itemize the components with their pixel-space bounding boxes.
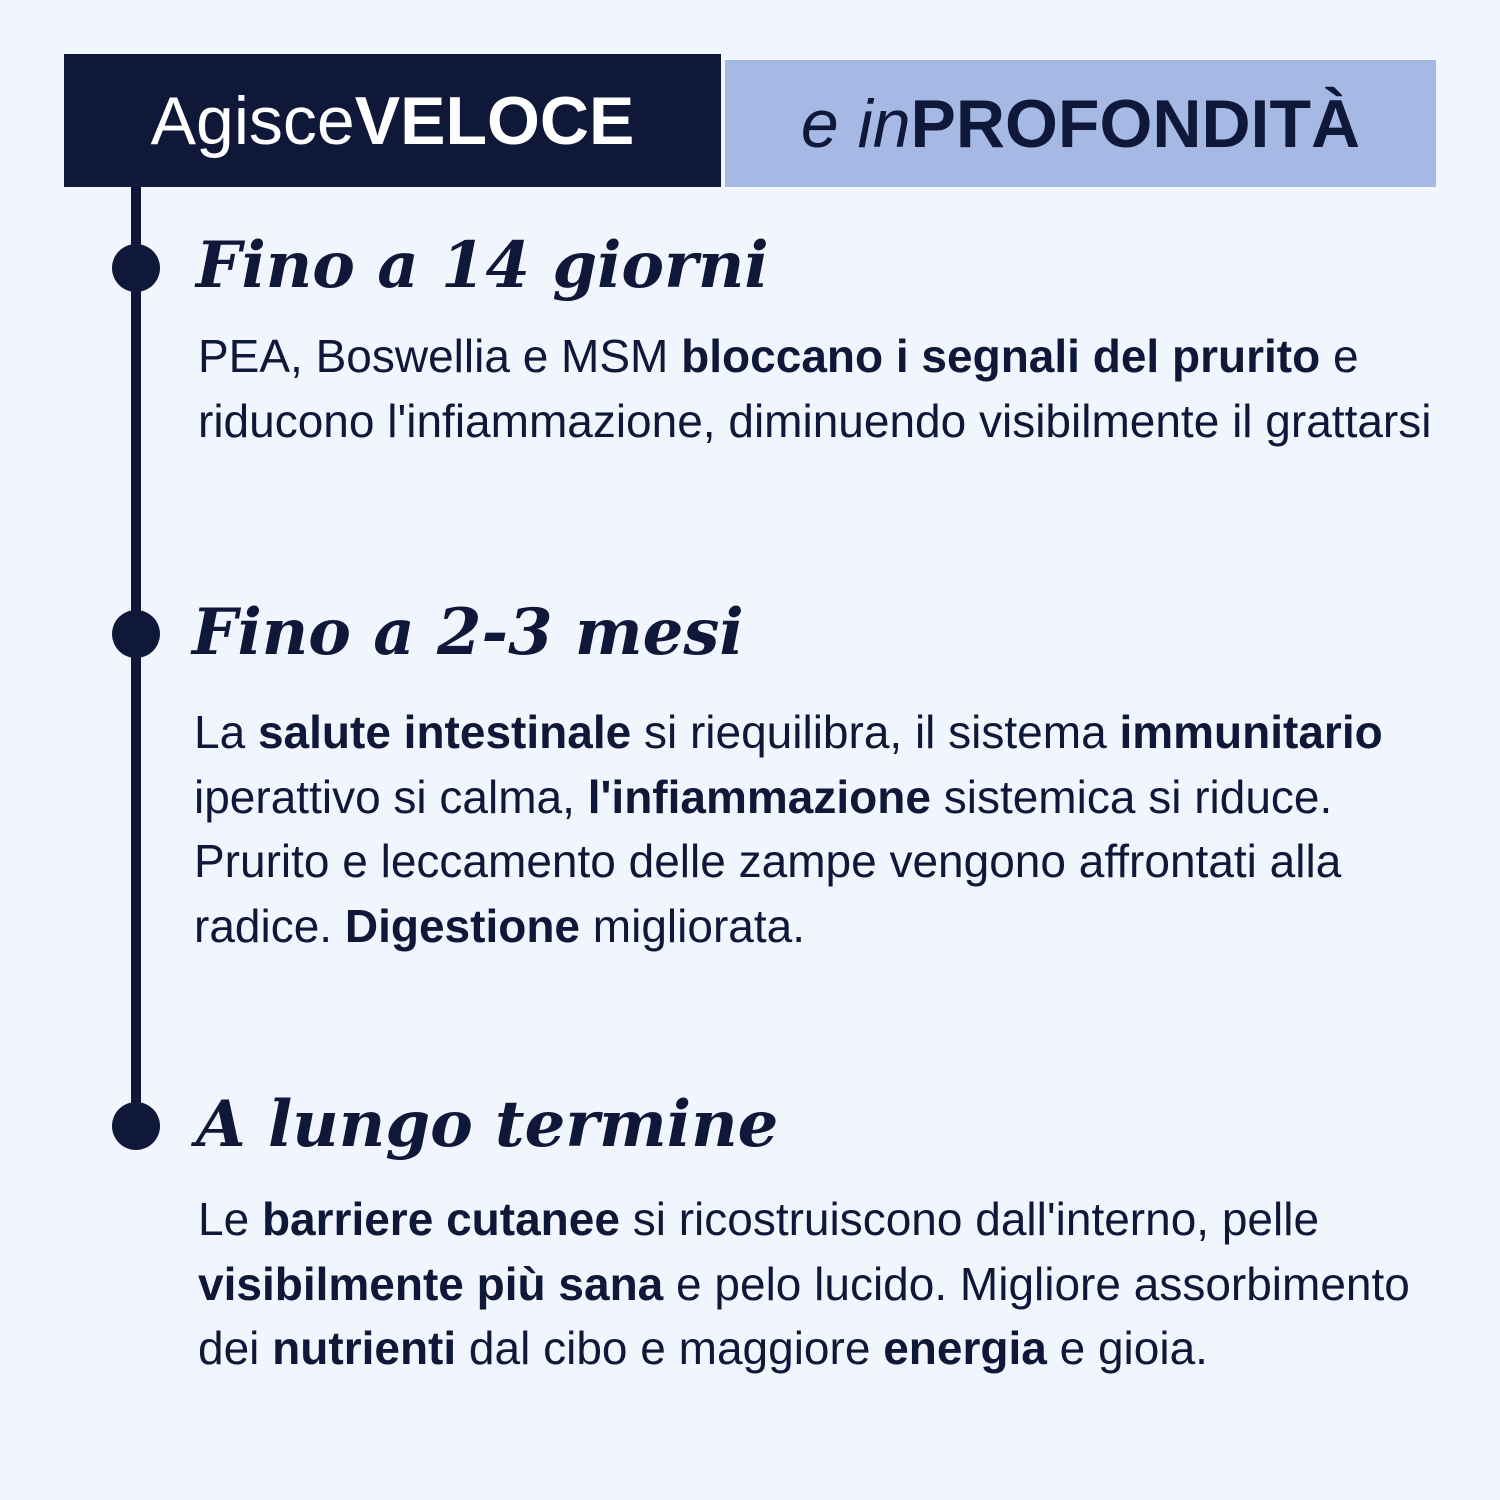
highlight-text: barriere cutanee [261, 1193, 620, 1245]
highlight-text: immunitario [1119, 706, 1383, 758]
header-subtitle-strong: PROFONDITÀ [910, 85, 1361, 162]
header-title-light [725, 60, 1436, 187]
body-text: migliorata. [580, 899, 805, 952]
highlight-text: bloccano i segnali del prurito [681, 330, 1321, 382]
timeline-heading-2-3-months: Fino a 2-3 mesi [192, 595, 744, 670]
body-text: Le [198, 1193, 262, 1245]
header-title-dark [64, 54, 721, 187]
header-subtitle-lead: e in [800, 85, 911, 162]
timeline-heading-long-term: A lungo termine [196, 1087, 779, 1162]
highlight-text: energia [883, 1322, 1047, 1374]
timeline-dot [112, 610, 160, 658]
header-title-strong: VELOCE [354, 82, 635, 159]
timeline-text-long-term [198, 1187, 1458, 1381]
body-text: dal cibo e maggiore [456, 1322, 884, 1374]
body-text: si riequilibra, il sistema [631, 706, 1120, 758]
highlight-text: l'infiammazione [587, 770, 931, 823]
highlight-text: salute intestinale [257, 706, 632, 758]
highlight-text: visibilmente più sana [198, 1257, 664, 1310]
body-text: iperattivo si calma, [194, 770, 588, 823]
body-text: si ricostruiscono dall'interno, pelle [619, 1193, 1320, 1245]
body-text: e gioia. [1046, 1322, 1208, 1374]
header-title-lead: Agisce [150, 82, 355, 159]
body-text: La [194, 706, 258, 758]
body-text: sistemica si riduce. Prurito e leccamento delle zampe vengono affrontati alla radice. [194, 770, 1342, 952]
body-text: e pelo lucido. Migliore assorbimento dei [198, 1257, 1410, 1374]
highlight-text: Digestione [344, 899, 581, 952]
highlight-text: nutrienti [272, 1322, 457, 1374]
body-text: e riducono l'infiammazione, diminuendo visibilmente il grattarsi [198, 330, 1432, 447]
timeline-dot [112, 244, 160, 292]
timeline-text-2-3-months [194, 700, 1454, 958]
timeline-heading-14-days: Fino a 14 giorni [196, 228, 769, 303]
timeline-text-14-days [198, 324, 1458, 453]
timeline-dot [112, 1102, 160, 1150]
body-text: PEA, Boswellia e MSM [198, 330, 682, 382]
